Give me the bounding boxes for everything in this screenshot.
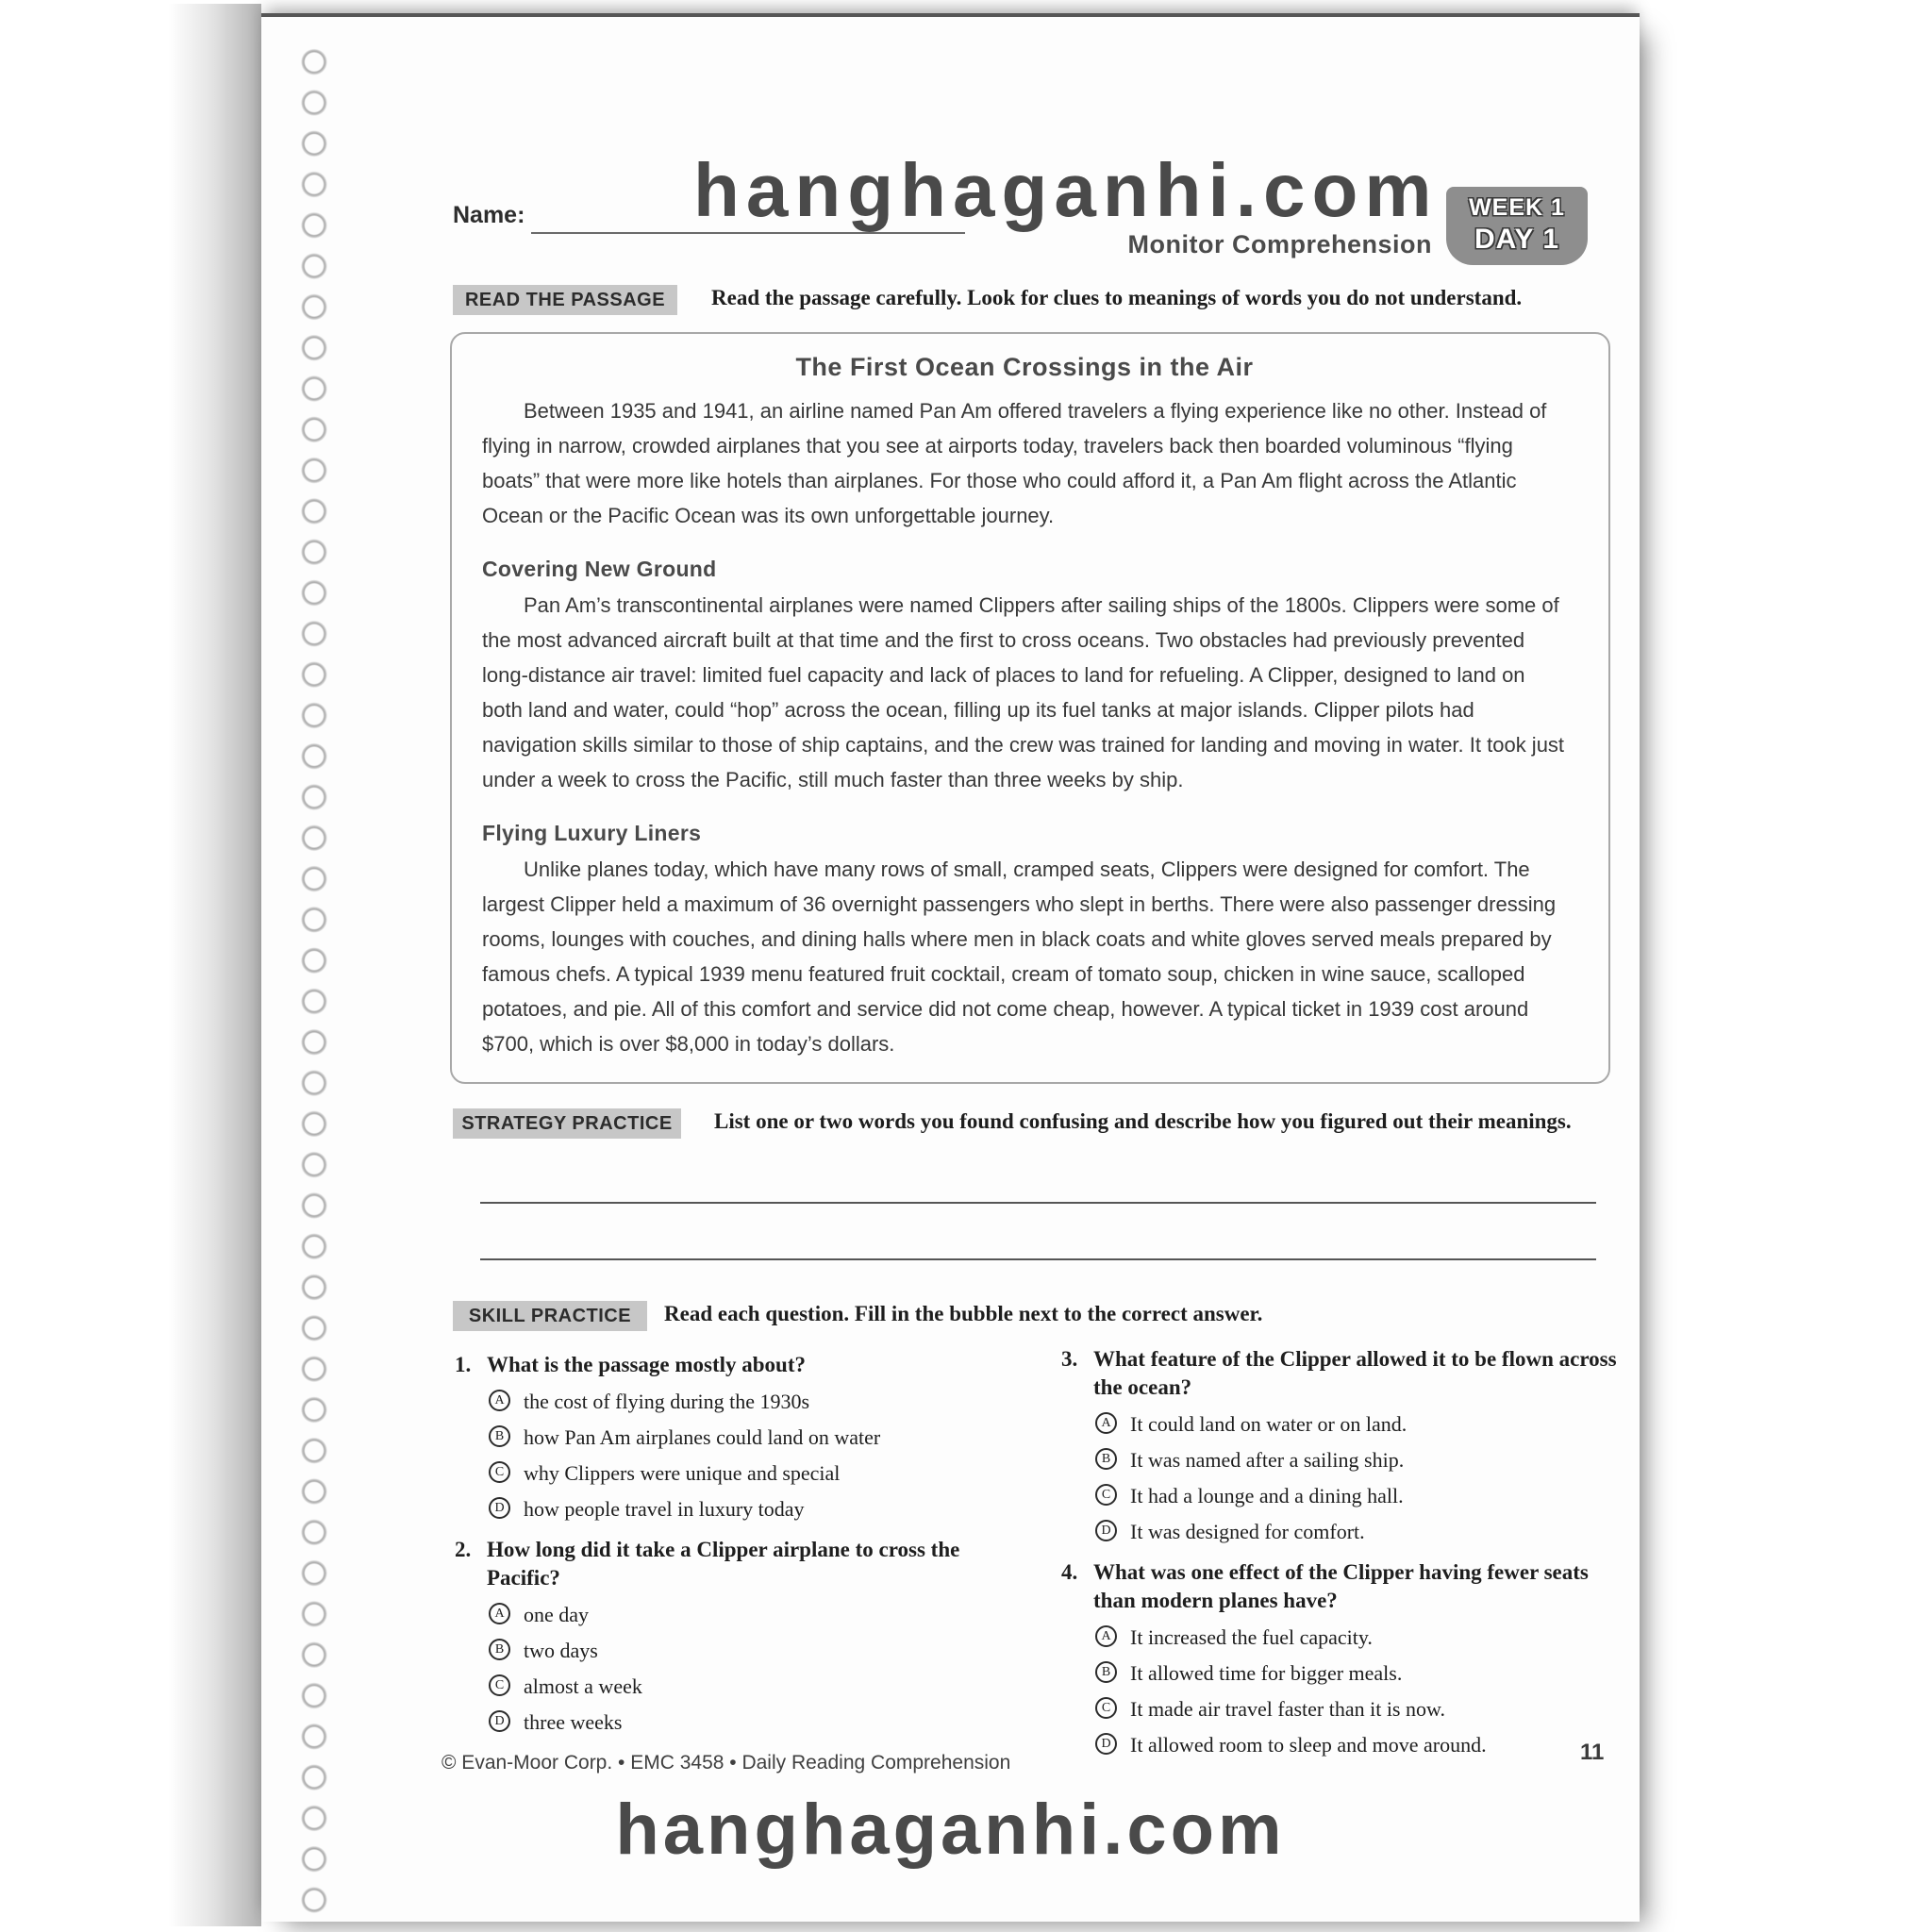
option-text: why Clippers were unique and special <box>524 1461 841 1485</box>
questions-left-column <box>455 1351 1058 1749</box>
read-the-passage-instruction: Read the passage carefully. Look for clues to meanings of words you do not understand. <box>711 286 1523 309</box>
answer-bubble: B <box>489 1425 510 1447</box>
writing-line <box>480 1202 1596 1204</box>
read-the-passage-badge: READ THE PASSAGE <box>453 285 677 315</box>
passage-section-heading: Covering New Ground <box>482 557 717 581</box>
option-text: It allowed room to sleep and move around. <box>1130 1733 1487 1757</box>
answer-option <box>1095 1696 1637 1722</box>
name-label: Name: <box>453 202 525 228</box>
answer-option <box>489 1709 1058 1735</box>
option-text: It was named after a sailing ship. <box>1130 1448 1405 1472</box>
week-label: WEEK 1 <box>1469 194 1565 221</box>
answer-bubble: B <box>489 1639 510 1660</box>
answer-bubble: D <box>489 1710 510 1732</box>
answer-option <box>1095 1411 1637 1437</box>
answer-bubble: B <box>1095 1448 1117 1470</box>
question-1 <box>455 1351 1058 1522</box>
answer-option <box>489 1674 1058 1699</box>
question-4 <box>1061 1558 1637 1757</box>
answer-bubble: A <box>1095 1412 1117 1434</box>
passage-intro-paragraph: Between 1935 and 1941, an airline named Pan Am offered travelers a flying experience like no other. Instead of flying in narrow, crowded airplanes that you see at airports today, travelers back then boarded voluminous “flying boats” that were more like hotels than airplanes. For those who could afford it, a Pan Am flight across the Atlantic Ocean or the Pacific Ocean was its own unforgettable journey. <box>482 399 1547 527</box>
question-number: 3. <box>1061 1347 1078 1371</box>
page-shadow <box>168 4 261 1926</box>
questions-right-column <box>1061 1345 1637 1772</box>
strategy-practice-badge: STRATEGY PRACTICE <box>453 1108 681 1139</box>
monitor-comprehension-label: Monitor Comprehension <box>1127 230 1432 258</box>
day-label: DAY 1 <box>1474 224 1560 255</box>
name-blank-line <box>531 232 965 234</box>
question-stem: 4. What was one effect of the Clipper having fewer seats than modern planes have? <box>1061 1558 1637 1615</box>
page-number: 11 <box>1580 1740 1605 1765</box>
question-2 <box>455 1536 1058 1735</box>
option-text: the cost of flying during the 1930s <box>524 1390 810 1413</box>
option-text: It made air travel faster than it is now. <box>1130 1697 1445 1721</box>
option-text: It was designed for comfort. <box>1130 1520 1365 1543</box>
option-text: It increased the fuel capacity. <box>1130 1625 1373 1649</box>
answer-option <box>1095 1624 1637 1650</box>
answer-bubble: C <box>489 1674 510 1696</box>
answer-option <box>489 1424 1058 1450</box>
answer-bubble: D <box>1095 1520 1117 1541</box>
answer-bubble: D <box>489 1497 510 1519</box>
worksheet-page <box>261 13 1640 1922</box>
watermark-bottom: hanghaganhi.com <box>615 1790 1286 1870</box>
passage-section-paragraph: Unlike planes today, which have many rows of small, cramped seats, Clippers were designed for comfort. The largest Clipper held a maximum of 36 overnight passengers who slept in berths. There were also passenger dressing rooms, lounges with couches, and dining halls where men in black coats and white gloves served meals prepared by famous chefs. A typical 1939 menu featured fruit cocktail, cream of tomato soup, chicken in wine sauce, scalloped potatoes, and pie. All of this comfort and service did not come cheap, however. A typical ticket in 1939 cost around $700, which is over $8,000 in today’s dollars. <box>482 858 1557 1056</box>
skill-practice-badge: SKILL PRACTICE <box>453 1301 647 1331</box>
answer-option <box>489 1460 1058 1486</box>
strategy-practice-instruction: List one or two words you found confusing and describe how you figured out their meanings. <box>714 1109 1572 1133</box>
question-number: 1. <box>455 1353 472 1376</box>
watermark-top: hanghaganhi.com <box>693 148 1439 232</box>
question-3 <box>1061 1345 1637 1544</box>
option-text: how people travel in luxury today <box>524 1497 805 1521</box>
option-text: It could land on water or on land. <box>1130 1412 1407 1436</box>
writing-line <box>480 1258 1596 1260</box>
answer-bubble: C <box>489 1461 510 1483</box>
answer-option <box>1095 1660 1637 1686</box>
answer-option <box>1095 1519 1637 1544</box>
week-day-badge <box>1446 187 1588 265</box>
question-stem: 1. What is the passage mostly about? <box>455 1351 1058 1379</box>
answer-option <box>1095 1483 1637 1508</box>
option-text: how Pan Am airplanes could land on water <box>524 1425 881 1449</box>
answer-bubble: A <box>489 1603 510 1624</box>
answer-option <box>1095 1732 1637 1757</box>
passage-title: The First Ocean Crossings in the Air <box>795 353 1254 381</box>
passage-box <box>450 332 1610 1084</box>
option-text: two days <box>524 1639 598 1662</box>
answer-option <box>489 1602 1058 1627</box>
passage-section-heading: Flying Luxury Liners <box>482 821 702 845</box>
answer-bubble: C <box>1095 1484 1117 1506</box>
answer-option <box>1095 1447 1637 1473</box>
question-stem: 3. What feature of the Clipper allowed it to be flown across the ocean? <box>1061 1345 1637 1402</box>
answer-option <box>489 1389 1058 1414</box>
footer-copyright: © Evan-Moor Corp. • EMC 3458 • Daily Reading Comprehension <box>441 1752 1011 1774</box>
answer-bubble: C <box>1095 1697 1117 1719</box>
option-text: one day <box>524 1603 590 1626</box>
answer-bubble: A <box>489 1390 510 1411</box>
skill-practice-instruction: Read each question. Fill in the bubble next to the correct answer. <box>664 1302 1263 1325</box>
question-number: 4. <box>1061 1560 1078 1584</box>
answer-bubble: A <box>1095 1625 1117 1647</box>
spiral-binding-holes <box>290 42 339 1919</box>
answer-bubble: D <box>1095 1733 1117 1755</box>
option-text: It allowed time for bigger meals. <box>1130 1661 1403 1685</box>
answer-option <box>489 1638 1058 1663</box>
question-stem: 2. How long did it take a Clipper airplane to cross the Pacific? <box>455 1536 1058 1592</box>
passage-section-paragraph: Pan Am’s transcontinental airplanes were named Clippers after sailing ships of the 1800s. Clippers were some of the most advanced aircraft built at that time and the first to cross oceans. Two obstacles had previously prevented long-distance air travel: limited fuel capacity and lack of places to land for refueling. A Clipper, designed to land on both land and water, could “hop” across the ocean, filling up its fuel tanks at major islands. Clipper pilots had navigation skills similar to those of ship captains, and the crew was trained for landing and moving in water. It took just under a week to cross the Pacific, still much faster than three weeks by ship. <box>482 593 1565 791</box>
answer-bubble: B <box>1095 1661 1117 1683</box>
option-text: almost a week <box>524 1674 642 1698</box>
question-number: 2. <box>455 1538 472 1561</box>
answer-option <box>489 1496 1058 1522</box>
option-text: It had a lounge and a dining hall. <box>1130 1484 1404 1507</box>
option-text: three weeks <box>524 1710 623 1734</box>
